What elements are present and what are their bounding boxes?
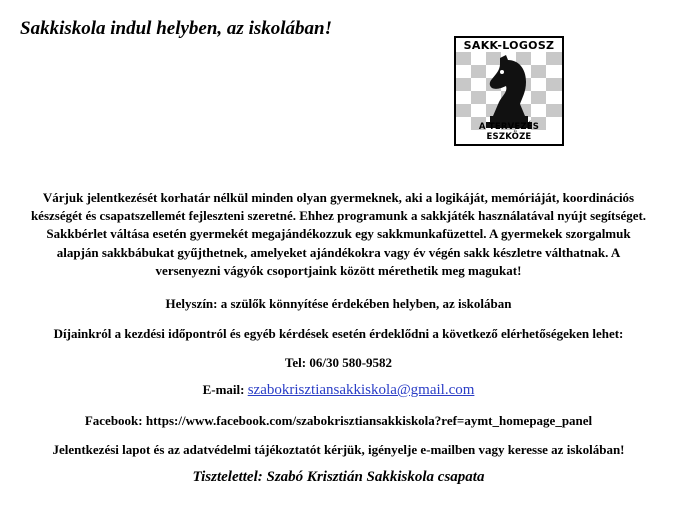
logo-bottom-text: A TERVEZÉS ESZKÖZE (478, 122, 540, 142)
page-title: Sakkiskola indul helyben, az iskolában! (20, 18, 332, 39)
email-line (0, 382, 677, 399)
facebook-text: Facebook: https://www.facebook.com/szabokrisztiansakkiskola?ref=aymt_homepage_panel (84, 413, 593, 428)
intro-line: Sakkbérlet váltása esetén gyermekét megajándékozzuk egy sakkmunkafüzettel. A gyermekek szorgalmuk (46, 226, 631, 242)
intro-line: versenyezni vágyók csoportjaink között mérethetik meg magukat! (155, 262, 522, 278)
intro-line: alapján sakkbábukat gyűjthetnek, amelyeket ajándékokra vagy év végén sakk készletre válthatnak. A (56, 244, 621, 260)
email-label: E-mail: (202, 382, 245, 397)
intro-line: Várjuk jelentkezését korhatár nélkül minden olyan gyermeknek, aki a logikáját, memóriáját, koordinációs (42, 190, 635, 205)
intro-paragraph (29, 189, 649, 280)
intro-block (0, 189, 677, 280)
intro-line: készségét és csapatszellemét fejleszteni szeretné. Ehhez programunk a sakkjáték használatával nyújt segítséget. (30, 208, 647, 224)
location-text: Helyszín: a szülők könnyítése érdekében helyben, az iskolában (165, 296, 512, 311)
signature-text: Tisztelettel: Szabó Krisztián Sakkiskola csapata (192, 469, 485, 485)
email-link[interactable]: szabokrisztiansakkiskola@gmail.com (247, 382, 475, 398)
knight-eye (500, 70, 504, 74)
fees-info-text: Díjainkról a kezdési időpontról és egyéb kérdések esetén érdeklődni a következő elérhetőségeken lehet: (53, 326, 624, 341)
sakk-logosz-logo (454, 36, 564, 146)
application-text: Jelentkezési lapot és az adatvédelmi tájékoztatót kérjük, igényelje e-mailben vagy keresse az iskolában! (52, 442, 625, 457)
phone-text: Tel: 06/30 580-9582 (284, 355, 393, 370)
logo-top-text: SAKK-LOGOSZ (463, 39, 555, 52)
